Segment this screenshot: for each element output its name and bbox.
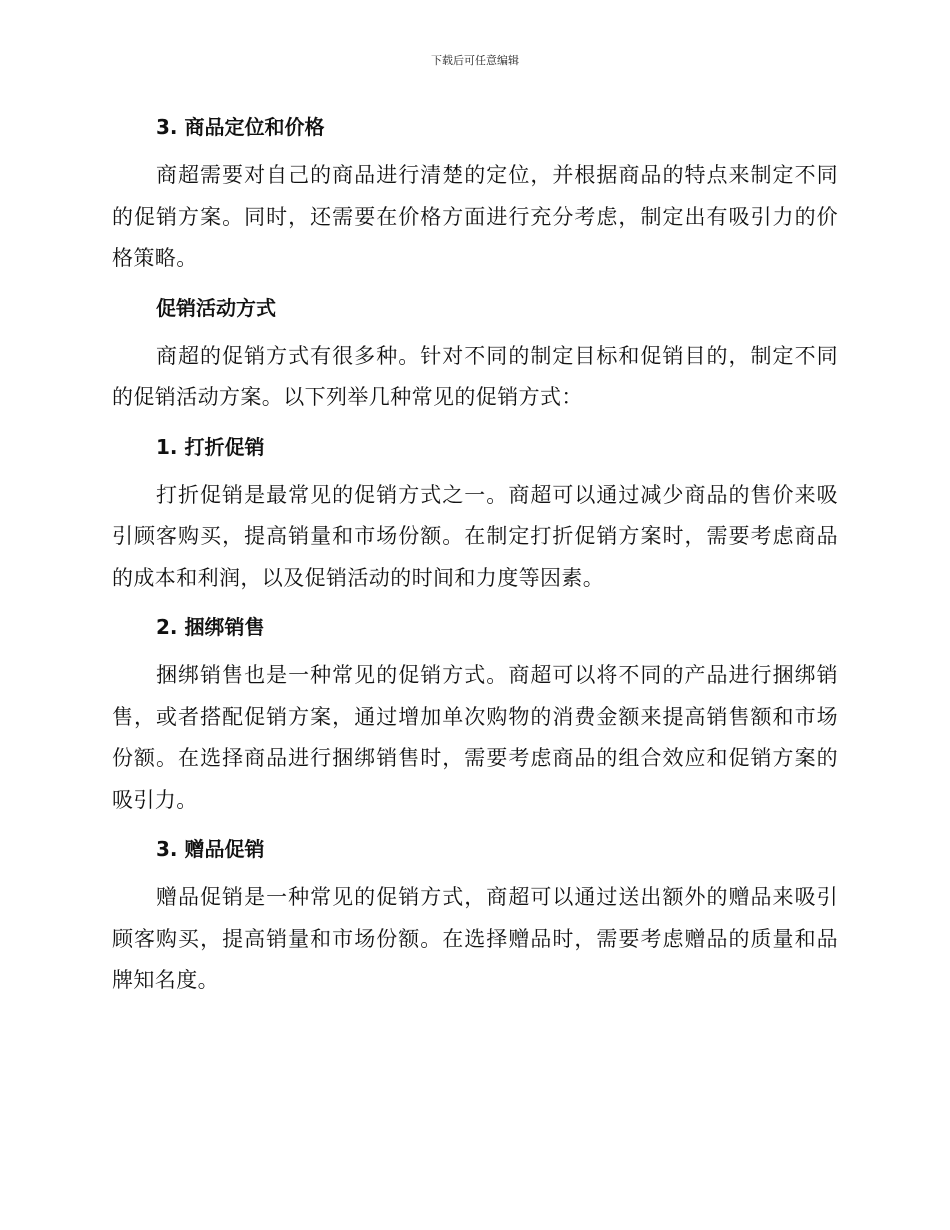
page-header: 下载后可任意编辑: [431, 54, 519, 67]
paragraph-gift-promotion: 赠品促销是一种常见的促销方式，商超可以通过送出额外的赠品来吸引顾客购买，提高销量和市场份额。在选择赠品时，需要考虑赠品的质量和品牌知名度。: [112, 885, 838, 992]
section-heading-product-positioning: 3. 商品定位和价格: [156, 115, 325, 139]
paragraph-product-positioning: 商超需要对自己的商品进行清楚的定位，并根据商品的特点来制定不同的促销方案。同时，还需要在价格方面进行充分考虑，制定出有吸引力的价格策略。: [112, 163, 838, 270]
section-heading-promotion-methods: 促销活动方式: [156, 295, 276, 320]
paragraph-bundle-sales: 捆绑销售也是一种常见的促销方式。商超可以将不同的产品进行捆绑销售，或者搭配促销方案，通过增加单次购物的消费金额来提高销售额和市场份额。在选择商品进行捆绑销售时，需要考虑商品的组合效应和促销方案的吸引力。: [112, 663, 838, 812]
section-heading-discount: 1. 打折促销: [156, 434, 265, 459]
section-heading-gift-promotion: 3. 赠品促销: [156, 837, 265, 861]
section-heading-bundle-sales: 2. 捆绑销售: [156, 615, 265, 639]
paragraph-promotion-methods: 商超的促销方式有很多种。针对不同的制定目标和促销目的，制定不同的促销活动方案。以下列举几种常见的促销方式：: [112, 343, 838, 409]
paragraph-discount: 打折促销是最常见的促销方式之一。商超可以通过减少商品的售价来吸引顾客购买，提高销量和市场份额。在制定打折促销方案时，需要考虑商品的成本和利润，以及促销活动的时间和力度等因素。: [112, 482, 838, 590]
document-body: [112, 108, 838, 1011]
